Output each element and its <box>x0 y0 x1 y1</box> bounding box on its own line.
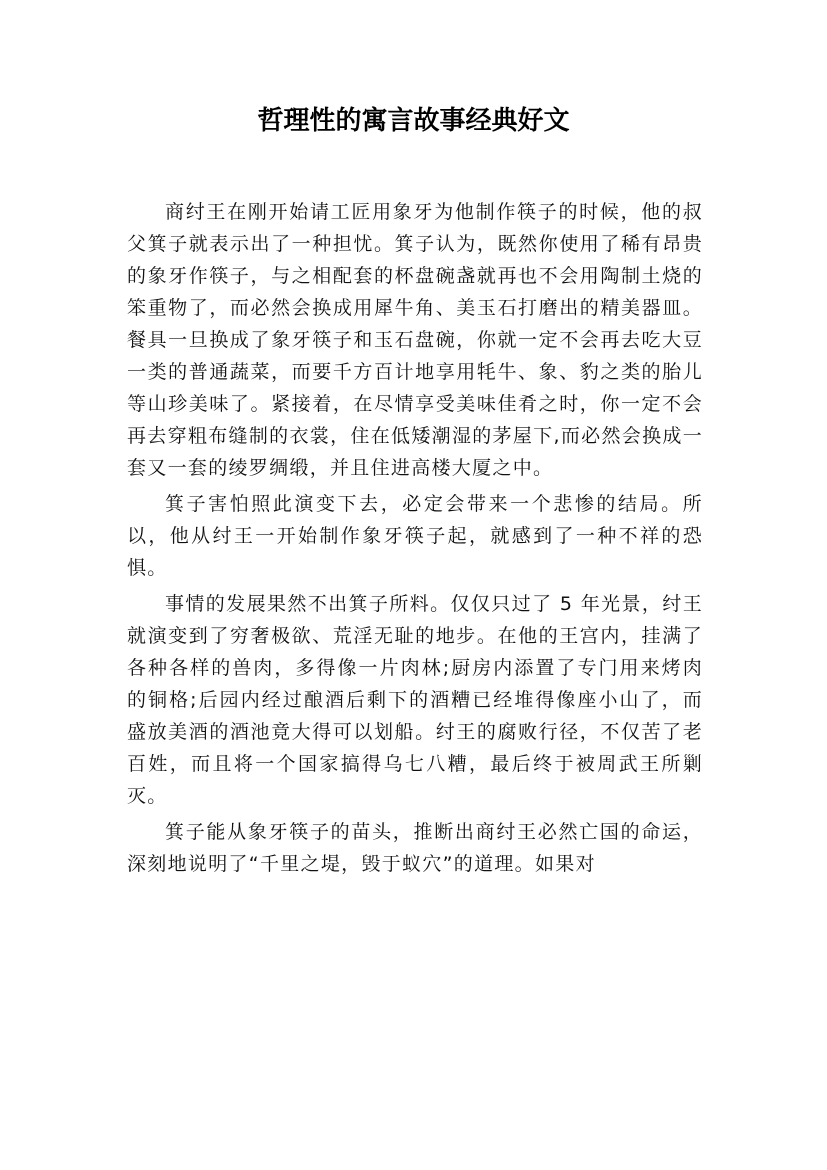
paragraph: 箕子能从象牙筷子的苗头，推断出商纣王必然亡国的命运，深刻地说明了“千里之堤，毁于蚁穴”的道理。如果对 <box>127 821 703 875</box>
paragraph: 商纣王在刚开始请工匠用象牙为他制作筷子的时候，他的叔父箕子就表示出了一种担忧。箕子认为，既然你使用了稀有昂贵的象牙作筷子，与之相配套的杯盘碗盏就再也不会用陶制土烧的笨重物了，而必然会换成用犀牛角、美玉石打磨出的精美器皿。餐具一旦换成了象牙筷子和玉石盘碗，你就一定不会再去吃大豆一类的普通蔬菜，而要千方百计地享用牦牛、象、豹之类的胎儿等山珍美味了。紧接着，在尽情享受美味佳肴之时，你一定不会再去穿粗布缝制的衣裳，住在低矮潮湿的茅屋下,而必然会换成一套又一套的绫罗绸缎，并且住进高楼大厦之中。 <box>127 201 703 479</box>
paragraph: 事情的发展果然不出箕子所料。仅仅只过了 5 年光景，纣王就演变到了穷奢极欲、荒淫无耻的地步。在他的王宫内，挂满了各种各样的兽肉，多得像一片肉林;厨房内添置了专门用来烤肉的铜格;后园内经过酿酒后剩下的酒糟已经堆得像座小山了，而盛放美酒的酒池竟大得可以划船。纣王的腐败行径，不仅苦了老百姓，而且将一个国家搞得乌七八糟，最后终于被周武王所剿灭。 <box>127 593 703 807</box>
document-title: 哲理性的寓言故事经典好文 <box>257 106 570 136</box>
document-body <box>127 196 703 884</box>
paragraph: 箕子害怕照此演变下去，必定会带来一个悲惨的结局。所以，他从纣王一开始制作象牙筷子起，就感到了一种不祥的恐惧。 <box>127 493 703 579</box>
